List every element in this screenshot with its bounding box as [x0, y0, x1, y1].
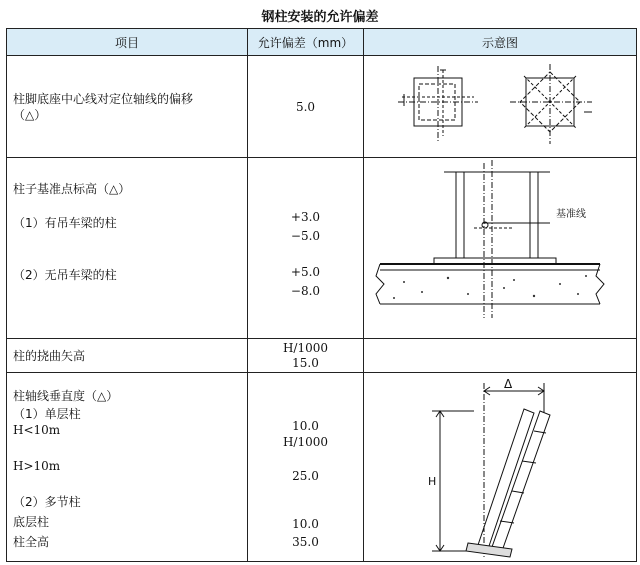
- table-row: [7, 158, 637, 339]
- item-text: 柱轴线垂直度（△）: [13, 389, 119, 403]
- column-elevation-diagram: [364, 158, 636, 338]
- item-cell: [7, 373, 248, 562]
- value-cell: [248, 56, 364, 158]
- item-cell: [7, 158, 248, 339]
- item-text: （1）单层柱: [13, 407, 81, 421]
- tolerance-value: −8.0: [290, 284, 321, 298]
- item-text: 柱全高: [13, 535, 50, 549]
- item-text: 底层柱: [13, 515, 50, 529]
- diagram-cell: [364, 56, 637, 158]
- height-label: H: [428, 475, 437, 488]
- datum-line-label: 基准线: [556, 209, 586, 220]
- item-text: （2）无吊车梁的柱: [13, 268, 117, 282]
- item-cell: [7, 56, 248, 158]
- tolerance-value: −5.0: [290, 229, 321, 243]
- column-verticality-diagram: [364, 373, 636, 561]
- item-text: 柱的挠曲矢高: [13, 349, 86, 363]
- tolerance-value: H/1000: [282, 340, 329, 355]
- tolerance-value: H/1000: [282, 435, 329, 449]
- page-title: 钢柱安装的允许偏差: [261, 10, 379, 25]
- value-cell: [248, 373, 364, 562]
- table-row: [7, 56, 637, 158]
- item-text: 柱子基准点标高（△）: [13, 182, 131, 196]
- diagram-cell: [364, 339, 637, 373]
- delta-label: Δ: [504, 377, 513, 391]
- tolerance-value: +3.0: [290, 210, 321, 224]
- table-row: [7, 373, 637, 562]
- diagram-cell: [364, 158, 637, 339]
- item-text: H<10m: [13, 423, 61, 437]
- header-diagram: 示意图: [364, 29, 637, 56]
- item-cell: [7, 339, 248, 373]
- diagram-cell: [364, 373, 637, 562]
- tolerance-value: 25.0: [292, 469, 319, 483]
- item-text: （1）有吊车梁的柱: [13, 216, 117, 230]
- item-text: （2）多节柱: [13, 495, 81, 509]
- header-row: [7, 29, 637, 56]
- header-item: 项目: [7, 29, 248, 56]
- tolerance-value: 35.0: [292, 535, 319, 549]
- tolerance-value: 15.0: [292, 355, 319, 370]
- item-text: H>10m: [13, 459, 61, 473]
- tolerance-value: 10.0: [292, 419, 319, 433]
- value-cell: [248, 158, 364, 339]
- table-row: [7, 339, 637, 373]
- tolerance-value: 5.0: [295, 99, 316, 114]
- header-tolerance: 允许偏差（mm）: [248, 29, 364, 56]
- tolerance-value: 10.0: [292, 517, 319, 531]
- item-text: 柱脚底座中心线对定位轴线的偏移: [13, 91, 194, 106]
- tolerance-table: [6, 28, 637, 562]
- tolerance-value: +5.0: [290, 265, 321, 279]
- base-offset-diagram: [364, 56, 636, 157]
- value-cell: [248, 339, 364, 373]
- item-text: （△）: [13, 107, 47, 122]
